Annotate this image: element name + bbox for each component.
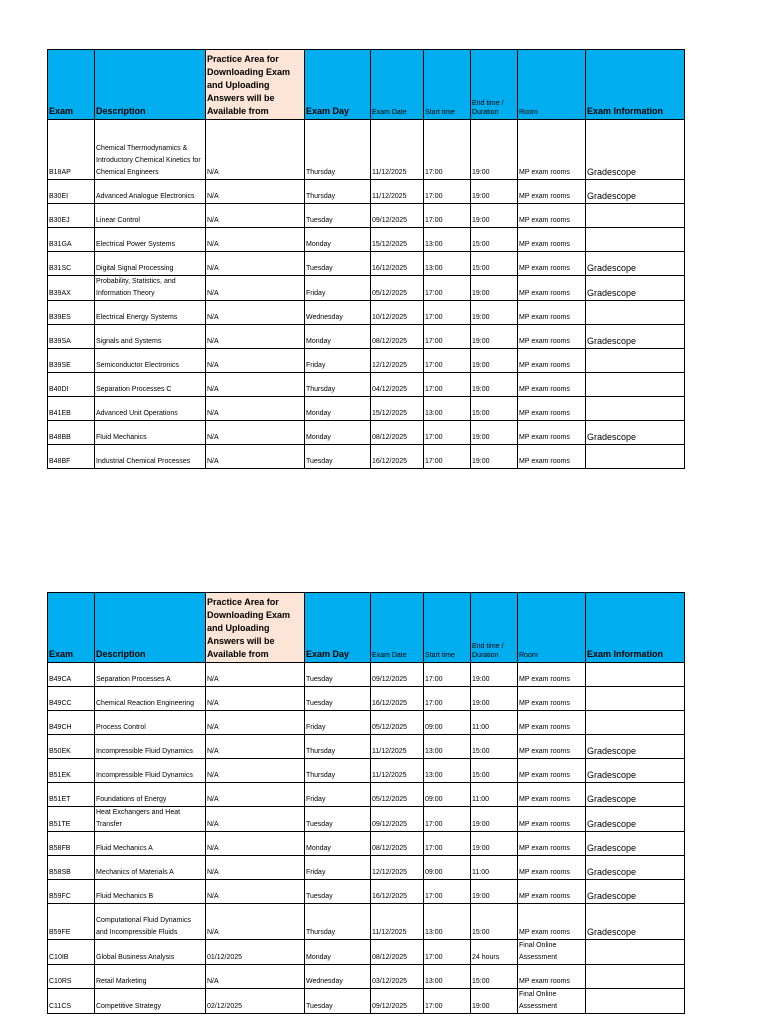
cell-start-time: 17:00 bbox=[424, 445, 471, 469]
cell-room: MP exam rooms bbox=[518, 711, 586, 735]
cell-exam-day: Friday bbox=[305, 856, 371, 880]
cell-start-time: 13:00 bbox=[424, 759, 471, 783]
cell-exam-day: Thursday bbox=[305, 759, 371, 783]
cell-exam-date: 09/12/2025 bbox=[371, 807, 424, 832]
cell-practice-area: N/A bbox=[206, 397, 305, 421]
cell-exam-information bbox=[586, 397, 685, 421]
cell-exam: B59FC bbox=[48, 880, 95, 904]
cell-exam-day: Tuesday bbox=[305, 807, 371, 832]
table-row bbox=[48, 832, 685, 856]
cell-exam: B31SC bbox=[48, 252, 95, 276]
cell-exam: B59FE bbox=[48, 904, 95, 940]
cell-end-time: 15:00 bbox=[471, 735, 518, 759]
table-row bbox=[48, 276, 685, 301]
cell-end-time: 19:00 bbox=[471, 687, 518, 711]
cell-exam-information bbox=[586, 965, 685, 989]
cell-exam-date: 08/12/2025 bbox=[371, 832, 424, 856]
cell-start-time: 09:00 bbox=[424, 783, 471, 807]
cell-exam-day: Thursday bbox=[305, 904, 371, 940]
cell-exam: B51ET bbox=[48, 783, 95, 807]
cell-start-time: 13:00 bbox=[424, 397, 471, 421]
cell-room: Final Online Assessment bbox=[518, 989, 586, 1014]
cell-room: MP exam rooms bbox=[518, 965, 586, 989]
cell-description: Signals and Systems bbox=[95, 325, 206, 349]
cell-description: Electrical Power Systems bbox=[95, 228, 206, 252]
table-row bbox=[48, 735, 685, 759]
cell-description: Computational Fluid Dynamics and Incompressible Fluids bbox=[95, 904, 206, 940]
cell-description: Incompressible Fluid Dynamics bbox=[95, 759, 206, 783]
cell-description: Electrical Energy Systems bbox=[95, 301, 206, 325]
cell-exam: B41EB bbox=[48, 397, 95, 421]
cell-exam-day: Monday bbox=[305, 940, 371, 965]
header-practice-area: Practice Area for Downloading Exam and Uploading Answers will be Available from bbox=[206, 593, 305, 663]
cell-room: MP exam rooms bbox=[518, 735, 586, 759]
table-row bbox=[48, 421, 685, 445]
cell-start-time: 17:00 bbox=[424, 120, 471, 180]
cell-exam: B48BB bbox=[48, 421, 95, 445]
cell-exam-information: Gradescope bbox=[586, 759, 685, 783]
cell-practice-area: N/A bbox=[206, 904, 305, 940]
cell-start-time: 13:00 bbox=[424, 228, 471, 252]
cell-exam-day: Thursday bbox=[305, 180, 371, 204]
cell-start-time: 17:00 bbox=[424, 180, 471, 204]
cell-room: MP exam rooms bbox=[518, 204, 586, 228]
table-row bbox=[48, 349, 685, 373]
cell-end-time: 15:00 bbox=[471, 397, 518, 421]
cell-description: Separation Processes A bbox=[95, 663, 206, 687]
table-row bbox=[48, 663, 685, 687]
cell-exam-information: Gradescope bbox=[586, 807, 685, 832]
cell-exam: B49CA bbox=[48, 663, 95, 687]
cell-room: MP exam rooms bbox=[518, 228, 586, 252]
cell-room: MP exam rooms bbox=[518, 663, 586, 687]
header-exam-day: Exam Day bbox=[305, 593, 371, 663]
table-row bbox=[48, 325, 685, 349]
cell-end-time: 15:00 bbox=[471, 252, 518, 276]
cell-description: Fluid Mechanics B bbox=[95, 880, 206, 904]
cell-exam: B58FB bbox=[48, 832, 95, 856]
table-row bbox=[48, 252, 685, 276]
cell-exam: B50EK bbox=[48, 735, 95, 759]
cell-exam-date: 09/12/2025 bbox=[371, 204, 424, 228]
cell-exam-information: Gradescope bbox=[586, 832, 685, 856]
cell-exam-date: 05/12/2025 bbox=[371, 783, 424, 807]
cell-practice-area: N/A bbox=[206, 687, 305, 711]
cell-practice-area: N/A bbox=[206, 276, 305, 301]
cell-exam-day: Wednesday bbox=[305, 301, 371, 325]
cell-description: Fluid Mechanics A bbox=[95, 832, 206, 856]
cell-exam: B51EK bbox=[48, 759, 95, 783]
cell-exam-day: Tuesday bbox=[305, 989, 371, 1014]
exam-timetable-2 bbox=[47, 592, 685, 1014]
header-exam-information: Exam Information bbox=[586, 593, 685, 663]
cell-exam-information: Gradescope bbox=[586, 120, 685, 180]
cell-start-time: 17:00 bbox=[424, 301, 471, 325]
cell-start-time: 09:00 bbox=[424, 711, 471, 735]
cell-exam-day: Monday bbox=[305, 325, 371, 349]
cell-exam: C10RS bbox=[48, 965, 95, 989]
cell-exam: B40DI bbox=[48, 373, 95, 397]
cell-room: MP exam rooms bbox=[518, 325, 586, 349]
cell-practice-area: N/A bbox=[206, 711, 305, 735]
cell-exam: B18AP bbox=[48, 120, 95, 180]
cell-practice-area: 01/12/2025 bbox=[206, 940, 305, 965]
cell-end-time: 19:00 bbox=[471, 301, 518, 325]
cell-room: MP exam rooms bbox=[518, 807, 586, 832]
cell-practice-area: N/A bbox=[206, 204, 305, 228]
table-row bbox=[48, 904, 685, 940]
cell-start-time: 17:00 bbox=[424, 663, 471, 687]
cell-start-time: 17:00 bbox=[424, 807, 471, 832]
cell-exam-date: 05/12/2025 bbox=[371, 276, 424, 301]
cell-exam-date: 11/12/2025 bbox=[371, 180, 424, 204]
cell-exam-day: Thursday bbox=[305, 735, 371, 759]
cell-exam-date: 09/12/2025 bbox=[371, 989, 424, 1014]
cell-exam: B39AX bbox=[48, 276, 95, 301]
cell-exam-information: Gradescope bbox=[586, 880, 685, 904]
cell-exam-day: Tuesday bbox=[305, 880, 371, 904]
cell-start-time: 09:00 bbox=[424, 856, 471, 880]
cell-exam-information: Gradescope bbox=[586, 856, 685, 880]
cell-start-time: 13:00 bbox=[424, 252, 471, 276]
cell-end-time: 15:00 bbox=[471, 904, 518, 940]
table-row bbox=[48, 807, 685, 832]
cell-practice-area: N/A bbox=[206, 663, 305, 687]
table-row bbox=[48, 711, 685, 735]
cell-exam-information: Gradescope bbox=[586, 252, 685, 276]
cell-end-time: 19:00 bbox=[471, 832, 518, 856]
cell-description: Competitive Strategy bbox=[95, 989, 206, 1014]
cell-start-time: 17:00 bbox=[424, 421, 471, 445]
cell-room: MP exam rooms bbox=[518, 373, 586, 397]
table-row bbox=[48, 228, 685, 252]
cell-end-time: 11:00 bbox=[471, 856, 518, 880]
cell-room: MP exam rooms bbox=[518, 856, 586, 880]
cell-room: MP exam rooms bbox=[518, 832, 586, 856]
cell-exam-information bbox=[586, 711, 685, 735]
table-row bbox=[48, 445, 685, 469]
cell-practice-area: N/A bbox=[206, 349, 305, 373]
cell-room: MP exam rooms bbox=[518, 276, 586, 301]
cell-exam-day: Tuesday bbox=[305, 445, 371, 469]
cell-end-time: 19:00 bbox=[471, 276, 518, 301]
cell-end-time: 19:00 bbox=[471, 325, 518, 349]
cell-description: Heat Exchangers and Heat Transfer bbox=[95, 807, 206, 832]
table-row bbox=[48, 373, 685, 397]
cell-end-time: 19:00 bbox=[471, 373, 518, 397]
cell-exam-information: Gradescope bbox=[586, 783, 685, 807]
cell-exam-date: 15/12/2025 bbox=[371, 228, 424, 252]
cell-exam: B30EJ bbox=[48, 204, 95, 228]
header-end-time: End time / Duration bbox=[471, 593, 518, 663]
cell-exam: B58SB bbox=[48, 856, 95, 880]
cell-start-time: 17:00 bbox=[424, 989, 471, 1014]
cell-exam-information bbox=[586, 445, 685, 469]
cell-exam: B39ES bbox=[48, 301, 95, 325]
cell-exam: C10IB bbox=[48, 940, 95, 965]
cell-description: Foundations of Energy bbox=[95, 783, 206, 807]
cell-exam-date: 11/12/2025 bbox=[371, 120, 424, 180]
cell-exam-information bbox=[586, 687, 685, 711]
cell-start-time: 17:00 bbox=[424, 687, 471, 711]
cell-exam-information: Gradescope bbox=[586, 735, 685, 759]
header-row bbox=[48, 593, 685, 663]
cell-room: MP exam rooms bbox=[518, 880, 586, 904]
cell-exam-information bbox=[586, 373, 685, 397]
cell-end-time: 19:00 bbox=[471, 120, 518, 180]
cell-start-time: 17:00 bbox=[424, 204, 471, 228]
cell-room: MP exam rooms bbox=[518, 120, 586, 180]
cell-exam-information bbox=[586, 663, 685, 687]
cell-exam-information: Gradescope bbox=[586, 421, 685, 445]
cell-practice-area: N/A bbox=[206, 735, 305, 759]
header-row bbox=[48, 50, 685, 120]
cell-exam-day: Monday bbox=[305, 421, 371, 445]
cell-end-time: 11:00 bbox=[471, 711, 518, 735]
cell-start-time: 17:00 bbox=[424, 832, 471, 856]
cell-exam-date: 08/12/2025 bbox=[371, 421, 424, 445]
header-description: Description bbox=[95, 50, 206, 120]
cell-room: MP exam rooms bbox=[518, 252, 586, 276]
cell-practice-area: 02/12/2025 bbox=[206, 989, 305, 1014]
cell-exam-information bbox=[586, 228, 685, 252]
exam-timetable-1 bbox=[47, 49, 685, 469]
cell-exam: B51TE bbox=[48, 807, 95, 832]
cell-exam-day: Friday bbox=[305, 349, 371, 373]
cell-practice-area: N/A bbox=[206, 252, 305, 276]
cell-exam-information: Gradescope bbox=[586, 904, 685, 940]
header-exam-date: Exam Date bbox=[371, 593, 424, 663]
cell-exam-date: 05/12/2025 bbox=[371, 711, 424, 735]
cell-end-time: 19:00 bbox=[471, 180, 518, 204]
cell-practice-area: N/A bbox=[206, 880, 305, 904]
cell-exam-day: Friday bbox=[305, 711, 371, 735]
cell-end-time: 15:00 bbox=[471, 965, 518, 989]
cell-practice-area: N/A bbox=[206, 180, 305, 204]
cell-exam-information: Gradescope bbox=[586, 180, 685, 204]
table-row bbox=[48, 180, 685, 204]
cell-practice-area: N/A bbox=[206, 228, 305, 252]
cell-end-time: 19:00 bbox=[471, 880, 518, 904]
cell-exam-date: 08/12/2025 bbox=[371, 325, 424, 349]
cell-exam: C11CS bbox=[48, 989, 95, 1014]
cell-start-time: 17:00 bbox=[424, 940, 471, 965]
cell-exam-day: Tuesday bbox=[305, 663, 371, 687]
cell-end-time: 19:00 bbox=[471, 349, 518, 373]
cell-practice-area: N/A bbox=[206, 807, 305, 832]
cell-room: MP exam rooms bbox=[518, 301, 586, 325]
table-row bbox=[48, 965, 685, 989]
cell-practice-area: N/A bbox=[206, 301, 305, 325]
cell-start-time: 13:00 bbox=[424, 904, 471, 940]
cell-description: Global Business Analysis bbox=[95, 940, 206, 965]
cell-description: Linear Control bbox=[95, 204, 206, 228]
cell-practice-area: N/A bbox=[206, 120, 305, 180]
header-exam-day: Exam Day bbox=[305, 50, 371, 120]
cell-room: MP exam rooms bbox=[518, 397, 586, 421]
cell-description: Process Control bbox=[95, 711, 206, 735]
cell-exam-date: 09/12/2025 bbox=[371, 663, 424, 687]
cell-exam-day: Thursday bbox=[305, 373, 371, 397]
cell-exam-date: 16/12/2025 bbox=[371, 252, 424, 276]
cell-end-time: 19:00 bbox=[471, 807, 518, 832]
cell-exam-day: Thursday bbox=[305, 120, 371, 180]
cell-exam: B30EI bbox=[48, 180, 95, 204]
cell-room: MP exam rooms bbox=[518, 421, 586, 445]
cell-description: Mechanics of Materials A bbox=[95, 856, 206, 880]
header-description: Description bbox=[95, 593, 206, 663]
cell-exam: B31GA bbox=[48, 228, 95, 252]
table-row bbox=[48, 783, 685, 807]
cell-practice-area: N/A bbox=[206, 445, 305, 469]
cell-exam-date: 10/12/2025 bbox=[371, 301, 424, 325]
table-row bbox=[48, 687, 685, 711]
cell-exam-date: 04/12/2025 bbox=[371, 373, 424, 397]
cell-room: Final Online Assessment bbox=[518, 940, 586, 965]
cell-exam-information bbox=[586, 349, 685, 373]
table-body bbox=[48, 120, 685, 469]
header-end-time: End time / Duration bbox=[471, 50, 518, 120]
cell-exam: B39SA bbox=[48, 325, 95, 349]
cell-exam-information: Gradescope bbox=[586, 325, 685, 349]
cell-start-time: 17:00 bbox=[424, 373, 471, 397]
cell-end-time: 19:00 bbox=[471, 204, 518, 228]
cell-practice-area: N/A bbox=[206, 965, 305, 989]
cell-practice-area: N/A bbox=[206, 373, 305, 397]
header-exam-information: Exam Information bbox=[586, 50, 685, 120]
cell-description: Chemical Reaction Engineering bbox=[95, 687, 206, 711]
cell-end-time: 19:00 bbox=[471, 663, 518, 687]
header-start-time: Start time bbox=[424, 593, 471, 663]
cell-practice-area: N/A bbox=[206, 856, 305, 880]
cell-exam-date: 12/12/2025 bbox=[371, 349, 424, 373]
table-body bbox=[48, 663, 685, 1014]
cell-exam-date: 16/12/2025 bbox=[371, 880, 424, 904]
cell-exam-day: Tuesday bbox=[305, 204, 371, 228]
cell-description: Probability, Statistics, and Information Theory bbox=[95, 276, 206, 301]
table-row bbox=[48, 204, 685, 228]
cell-exam-date: 15/12/2025 bbox=[371, 397, 424, 421]
cell-exam-day: Monday bbox=[305, 228, 371, 252]
cell-description: Separation Processes C bbox=[95, 373, 206, 397]
cell-exam: B39SE bbox=[48, 349, 95, 373]
cell-exam-day: Friday bbox=[305, 276, 371, 301]
cell-practice-area: N/A bbox=[206, 325, 305, 349]
cell-description: Advanced Unit Operations bbox=[95, 397, 206, 421]
cell-room: MP exam rooms bbox=[518, 349, 586, 373]
cell-end-time: 15:00 bbox=[471, 228, 518, 252]
table-row bbox=[48, 989, 685, 1014]
cell-end-time: 11:00 bbox=[471, 783, 518, 807]
cell-end-time: 24 hours bbox=[471, 940, 518, 965]
cell-description: Chemical Thermodynamics & Introductory Chemical Kinetics for Chemical Engineers bbox=[95, 120, 206, 180]
cell-room: MP exam rooms bbox=[518, 180, 586, 204]
cell-room: MP exam rooms bbox=[518, 759, 586, 783]
table-row bbox=[48, 856, 685, 880]
table-row bbox=[48, 759, 685, 783]
cell-exam: B49CH bbox=[48, 711, 95, 735]
cell-description: Digital Signal Processing bbox=[95, 252, 206, 276]
cell-description: Fluid Mechanics bbox=[95, 421, 206, 445]
header-room: Room bbox=[518, 50, 586, 120]
cell-practice-area: N/A bbox=[206, 783, 305, 807]
cell-exam: B49CC bbox=[48, 687, 95, 711]
cell-start-time: 13:00 bbox=[424, 965, 471, 989]
cell-room: MP exam rooms bbox=[518, 687, 586, 711]
cell-exam-date: 11/12/2025 bbox=[371, 735, 424, 759]
cell-start-time: 17:00 bbox=[424, 880, 471, 904]
header-start-time: Start time bbox=[424, 50, 471, 120]
cell-exam-information bbox=[586, 940, 685, 965]
cell-room: MP exam rooms bbox=[518, 783, 586, 807]
cell-exam-information bbox=[586, 301, 685, 325]
cell-exam-date: 12/12/2025 bbox=[371, 856, 424, 880]
cell-exam-date: 11/12/2025 bbox=[371, 759, 424, 783]
table-row bbox=[48, 301, 685, 325]
cell-description: Incompressible Fluid Dynamics bbox=[95, 735, 206, 759]
header-practice-area: Practice Area for Downloading Exam and Uploading Answers will be Available from bbox=[206, 50, 305, 120]
cell-room: MP exam rooms bbox=[518, 445, 586, 469]
cell-exam-information bbox=[586, 989, 685, 1014]
header-exam: Exam bbox=[48, 593, 95, 663]
cell-practice-area: N/A bbox=[206, 421, 305, 445]
cell-exam-day: Tuesday bbox=[305, 252, 371, 276]
cell-start-time: 13:00 bbox=[424, 735, 471, 759]
cell-practice-area: N/A bbox=[206, 832, 305, 856]
cell-end-time: 19:00 bbox=[471, 989, 518, 1014]
cell-end-time: 19:00 bbox=[471, 421, 518, 445]
cell-exam-date: 11/12/2025 bbox=[371, 904, 424, 940]
cell-description: Semiconductor Electronics bbox=[95, 349, 206, 373]
cell-description: Industrial Chemical Processes bbox=[95, 445, 206, 469]
cell-description: Advanced Analogue Electronics bbox=[95, 180, 206, 204]
cell-start-time: 17:00 bbox=[424, 276, 471, 301]
cell-start-time: 17:00 bbox=[424, 325, 471, 349]
table-row bbox=[48, 940, 685, 965]
cell-exam: B48BF bbox=[48, 445, 95, 469]
cell-exam-date: 16/12/2025 bbox=[371, 445, 424, 469]
cell-exam-day: Tuesday bbox=[305, 687, 371, 711]
cell-exam-date: 08/12/2025 bbox=[371, 940, 424, 965]
header-exam: Exam bbox=[48, 50, 95, 120]
table-row bbox=[48, 880, 685, 904]
cell-exam-information: Gradescope bbox=[586, 276, 685, 301]
cell-exam-day: Wednesday bbox=[305, 965, 371, 989]
header-room: Room bbox=[518, 593, 586, 663]
cell-description: Retail Marketing bbox=[95, 965, 206, 989]
cell-exam-day: Friday bbox=[305, 783, 371, 807]
cell-room: MP exam rooms bbox=[518, 904, 586, 940]
cell-exam-date: 16/12/2025 bbox=[371, 687, 424, 711]
cell-exam-day: Monday bbox=[305, 832, 371, 856]
cell-end-time: 19:00 bbox=[471, 445, 518, 469]
cell-exam-day: Monday bbox=[305, 397, 371, 421]
table-row bbox=[48, 397, 685, 421]
cell-exam-information bbox=[586, 204, 685, 228]
cell-end-time: 15:00 bbox=[471, 759, 518, 783]
cell-exam-date: 03/12/2025 bbox=[371, 965, 424, 989]
cell-practice-area: N/A bbox=[206, 759, 305, 783]
cell-start-time: 17:00 bbox=[424, 349, 471, 373]
table-row bbox=[48, 120, 685, 180]
header-exam-date: Exam Date bbox=[371, 50, 424, 120]
